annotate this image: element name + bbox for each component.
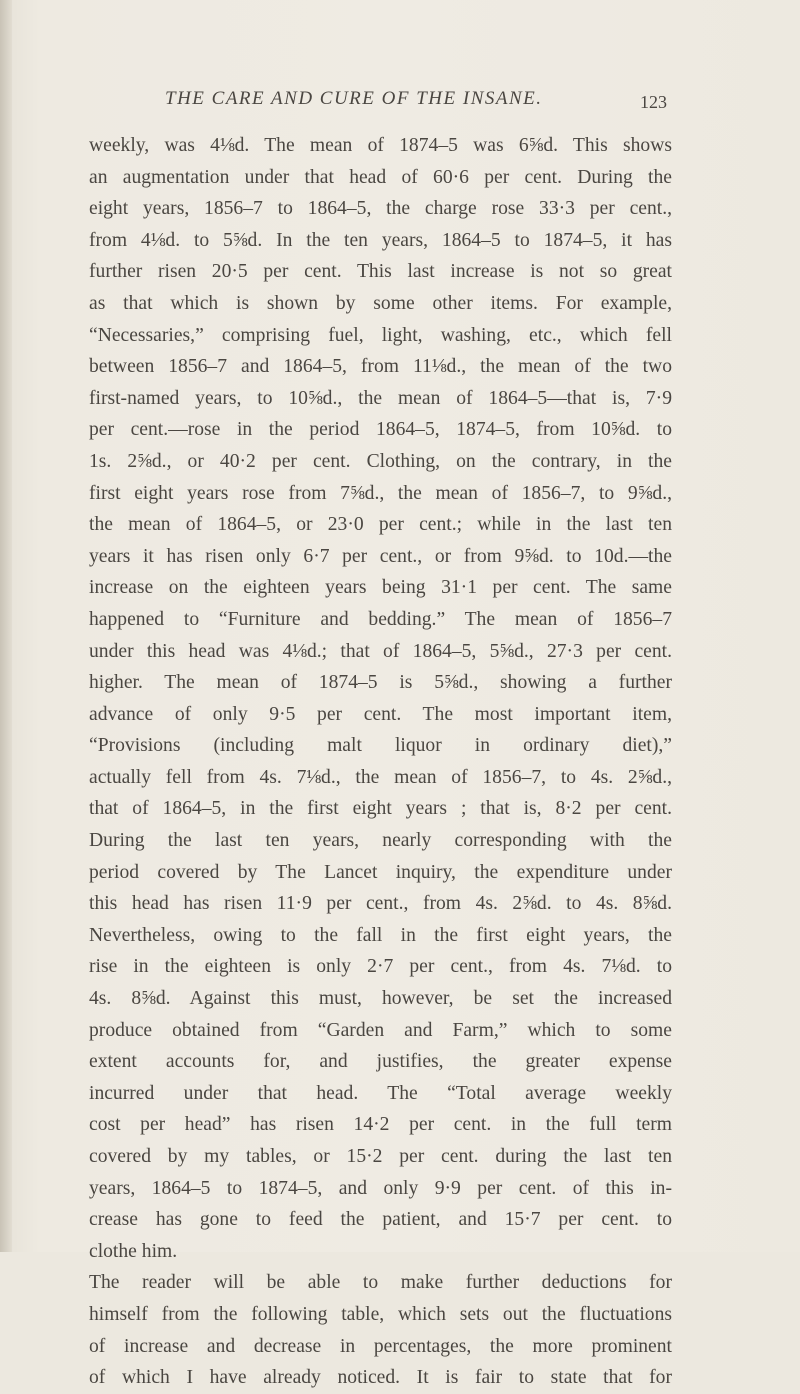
page-number: 123	[640, 92, 667, 112]
text-line: between 1856–7 and 1864–5, from 11⅛d., the mean of the two	[89, 356, 672, 378]
text-line: as that which is shown by some other items. For example,	[89, 292, 672, 314]
text-line: increase on the eighteen years being 31·1 per cent. The same	[89, 577, 672, 599]
text-line: per cent.—rose in the period 1864–5, 1874–5, from 10⅝d. to	[89, 419, 672, 441]
text-line: cost per head” has risen 14·2 per cent. in the full term	[89, 1114, 672, 1136]
text-line: produce obtained from “Garden and Farm,” which to some	[89, 1019, 672, 1041]
text-line: period covered by The Lancet inquiry, the expenditure under	[89, 861, 672, 883]
text-line: Nevertheless, owing to the fall in the first eight years, the	[89, 924, 672, 946]
running-title: THE CARE AND CURE OF THE INSANE.	[165, 88, 543, 109]
text-line: under this head was 4⅛d.; that of 1864–5, 5⅝d., 27·3 per cent.	[89, 640, 672, 662]
text-line: of increase and decrease in percentages, the more prominent	[89, 1335, 672, 1357]
text-line: advance of only 9·5 per cent. The most important item,	[89, 703, 672, 725]
binding-edge	[0, 0, 12, 1252]
text-line: 4s. 8⅝d. Against this must, however, be set the increased	[89, 988, 672, 1010]
running-head	[0, 88, 800, 116]
text-line: himself from the following table, which sets out the fluctuations	[89, 1303, 672, 1325]
text-line: further risen 20·5 per cent. This last increase is not so great	[89, 261, 672, 283]
text-line: an augmentation under that head of 60·6 per cent. During the	[89, 166, 672, 188]
text-line: crease has gone to feed the patient, and 15·7 per cent. to	[89, 1209, 672, 1231]
text-line: eight years, 1856–7 to 1864–5, the charge rose 33·3 per cent.,	[89, 198, 672, 220]
text-line: happened to “Furniture and bedding.” The mean of 1856–7	[89, 608, 672, 630]
text-line: 1s. 2⅝d., or 40·2 per cent. Clothing, on the contrary, in the	[89, 450, 672, 472]
text-line: first eight years rose from 7⅝d., the mean of 1856–7, to 9⅝d.,	[89, 482, 672, 504]
text-line: first-named years, to 10⅝d., the mean of 1864–5—that is, 7·9	[89, 387, 672, 409]
text-line: incurred under that head. The “Total average weekly	[89, 1082, 672, 1104]
text-line: this head has risen 11·9 per cent., from 4s. 2⅝d. to 4s. 8⅝d.	[89, 893, 672, 915]
text-line: The reader will be able to make further deductions for	[89, 1272, 672, 1294]
text-line: During the last ten years, nearly corresponding with the	[89, 830, 672, 852]
text-line: higher. The mean of 1874–5 is 5⅝d., showing a further	[89, 672, 672, 694]
text-line: “Provisions (including malt liquor in ordinary diet),”	[89, 735, 672, 757]
text-line: years, 1864–5 to 1874–5, and only 9·9 per cent. of this in-	[89, 1177, 672, 1199]
body-text	[89, 130, 672, 1394]
text-line: weekly, was 4⅛d. The mean of 1874–5 was 6⅝d. This shows	[89, 135, 672, 156]
text-line: from 4⅛d. to 5⅝d. In the ten years, 1864–5 to 1874–5, it has	[89, 229, 672, 251]
text-line: that of 1864–5, in the first eight years ; that is, 8·2 per cent.	[89, 798, 672, 820]
text-line: years it has risen only 6·7 per cent., or from 9⅝d. to 10d.—the	[89, 545, 672, 567]
text-line: clothe him.	[89, 1240, 178, 1262]
text-line: extent accounts for, and justifies, the greater expense	[89, 1051, 672, 1073]
text-line: rise in the eighteen is only 2·7 per cent., from 4s. 7⅛d. to	[89, 956, 672, 978]
text-line: covered by my tables, or 15·2 per cent. during the last ten	[89, 1146, 672, 1167]
text-line: the mean of 1864–5, or 23·0 per cent.; while in the last ten	[89, 514, 672, 536]
text-line: actually fell from 4s. 7⅛d., the mean of 1856–7, to 4s. 2⅝d.,	[89, 766, 672, 788]
text-line: of which I have already noticed. It is fair to state that for	[89, 1367, 672, 1389]
text-line: “Necessaries,” comprising fuel, light, washing, etc., which fell	[89, 324, 672, 346]
